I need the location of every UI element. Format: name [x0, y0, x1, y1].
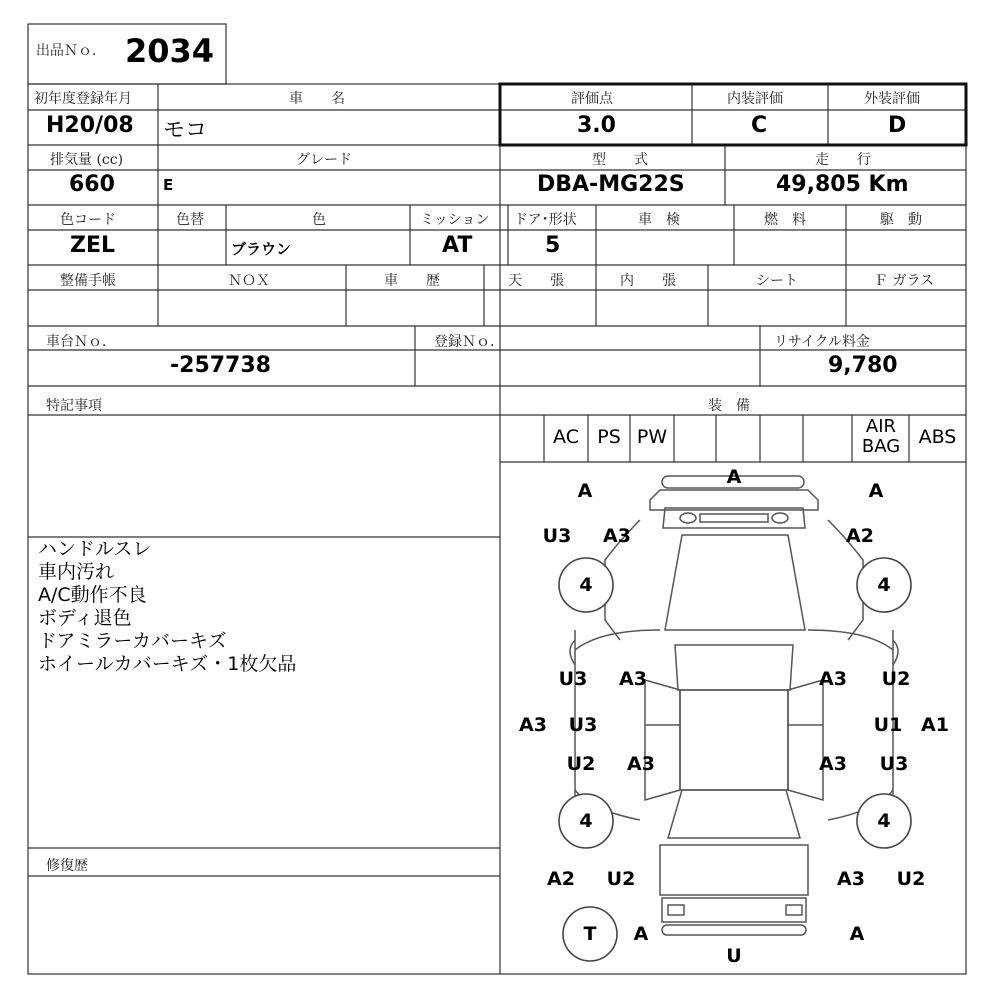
displacement-label: 排気量 (cc) [50, 152, 124, 168]
equip-item-ac: AC [553, 426, 579, 448]
mark-right-u1: U1 [873, 714, 903, 736]
mileage-value: 49,805 Km [776, 172, 909, 197]
mark-left-u3-a: U3 [558, 668, 588, 690]
color-change-label: 色替 [176, 212, 204, 228]
recycle-value: 9,780 [828, 353, 898, 378]
recycle-label: リサイクル料金 [774, 334, 871, 350]
score-value: 3.0 [577, 113, 616, 138]
registration-label: 登録Ｎｏ． [434, 334, 504, 350]
mission-label: ミッション [420, 212, 490, 228]
chassis-label: 車台Ｎｏ． [46, 334, 116, 350]
model-value: DBA-MG22S [537, 172, 685, 197]
mark-left-a3-b: A3 [519, 714, 547, 736]
mission-value: AT [442, 233, 473, 258]
exterior-label: 外装評価 [864, 91, 920, 107]
roof-label: 天 張 [508, 273, 564, 289]
nox-label: ＮＯＸ [228, 273, 270, 289]
mark-spare: T [583, 923, 597, 945]
note-line: ボディ退色 [38, 607, 132, 629]
notes-label: 特記事項 [46, 398, 102, 414]
note-line: ハンドルスレ [38, 538, 152, 560]
mark-left-u2: U2 [566, 753, 596, 775]
notes-list [38, 538, 296, 676]
exterior-value: D [888, 113, 907, 138]
color-value: ブラウン [231, 240, 292, 258]
note-line: 車内汚れ [38, 561, 115, 583]
note-line: A/C動作不良 [38, 584, 147, 606]
color-code-value: ZEL [70, 233, 115, 258]
first-reg-label: 初年度登録年月 [34, 91, 132, 107]
door-value: 5 [545, 233, 561, 258]
mark-left-u3-b: U3 [568, 714, 598, 736]
equip-item-ps: PS [597, 426, 621, 448]
grade-label: グレード [296, 152, 352, 168]
mark-right-u3: U3 [879, 753, 909, 775]
mileage-label: 走 行 [815, 152, 871, 168]
car-name-value: モコ [163, 118, 208, 143]
drive-label: 駆 動 [880, 212, 922, 228]
inspection-label: 車 検 [638, 212, 680, 228]
mark-fl-u3: U3 [542, 525, 572, 547]
equip-item-pw: PW [636, 426, 668, 448]
car-name-label: 車 名 [289, 91, 345, 107]
equip-item-abs: ABS [918, 426, 957, 448]
mark-tire-fr: 4 [877, 574, 891, 596]
repair-label: 修復歴 [46, 858, 88, 874]
note-line: ホイールカバーキズ・1枚欠品 [38, 653, 297, 675]
seat-label: シート [756, 273, 798, 289]
displacement-value: 660 [69, 172, 115, 197]
interior-trim-label: 内 張 [620, 273, 676, 289]
mark-right-a3-c: A3 [819, 753, 847, 775]
mark-right-a3-a: A3 [819, 668, 847, 690]
mark-tire-rr: 4 [877, 810, 891, 832]
interior-label: 内装評価 [727, 91, 783, 107]
lot-label: 出品Ｎｏ． [36, 43, 106, 59]
color-label: 色 [312, 212, 326, 228]
fuel-label: 燃 料 [764, 212, 806, 228]
glass-label: Ｆ ガラス [874, 273, 935, 289]
mark-front-right: A [868, 480, 884, 502]
model-label: 型 式 [592, 152, 648, 168]
equip-item-airbag: AIR BAG [861, 416, 901, 457]
mark-rear: U [726, 945, 742, 967]
equipment-label: 装 備 [708, 398, 750, 414]
score-label: 評価点 [571, 91, 613, 107]
lot-number: 2034 [125, 32, 215, 70]
mark-front-left: A [577, 480, 593, 502]
chassis-value: -257738 [170, 353, 271, 378]
mark-rr-u2: U2 [896, 868, 926, 890]
mark-rr-a3: A3 [837, 868, 865, 890]
interior-value: C [751, 113, 768, 138]
grade-value: E [163, 176, 174, 194]
mark-left-a3-a: A3 [619, 668, 647, 690]
note-line: ドアミラーカバーキズ [38, 630, 227, 652]
mark-tire-fl: 4 [579, 574, 593, 596]
mark-fl-a3: A3 [603, 525, 631, 547]
mark-tire-rl: 4 [579, 810, 593, 832]
mark-rl-u2: U2 [606, 868, 636, 890]
mark-rear-right: A [849, 923, 865, 945]
mark-front: A [726, 466, 742, 488]
mark-right-a1: A1 [921, 714, 949, 736]
mark-rl-a2: A2 [547, 868, 575, 890]
mark-fr-a2: A2 [846, 525, 874, 547]
first-reg-value: H20/08 [46, 113, 134, 138]
mark-left-a3-c: A3 [627, 753, 655, 775]
mark-right-u2-a: U2 [881, 668, 911, 690]
history-label: 車 歴 [384, 273, 440, 289]
mark-rear-left: A [633, 923, 649, 945]
door-label: ドア･形状 [514, 212, 577, 228]
service-label: 整備手帳 [60, 273, 116, 289]
color-code-label: 色コード [60, 212, 116, 228]
